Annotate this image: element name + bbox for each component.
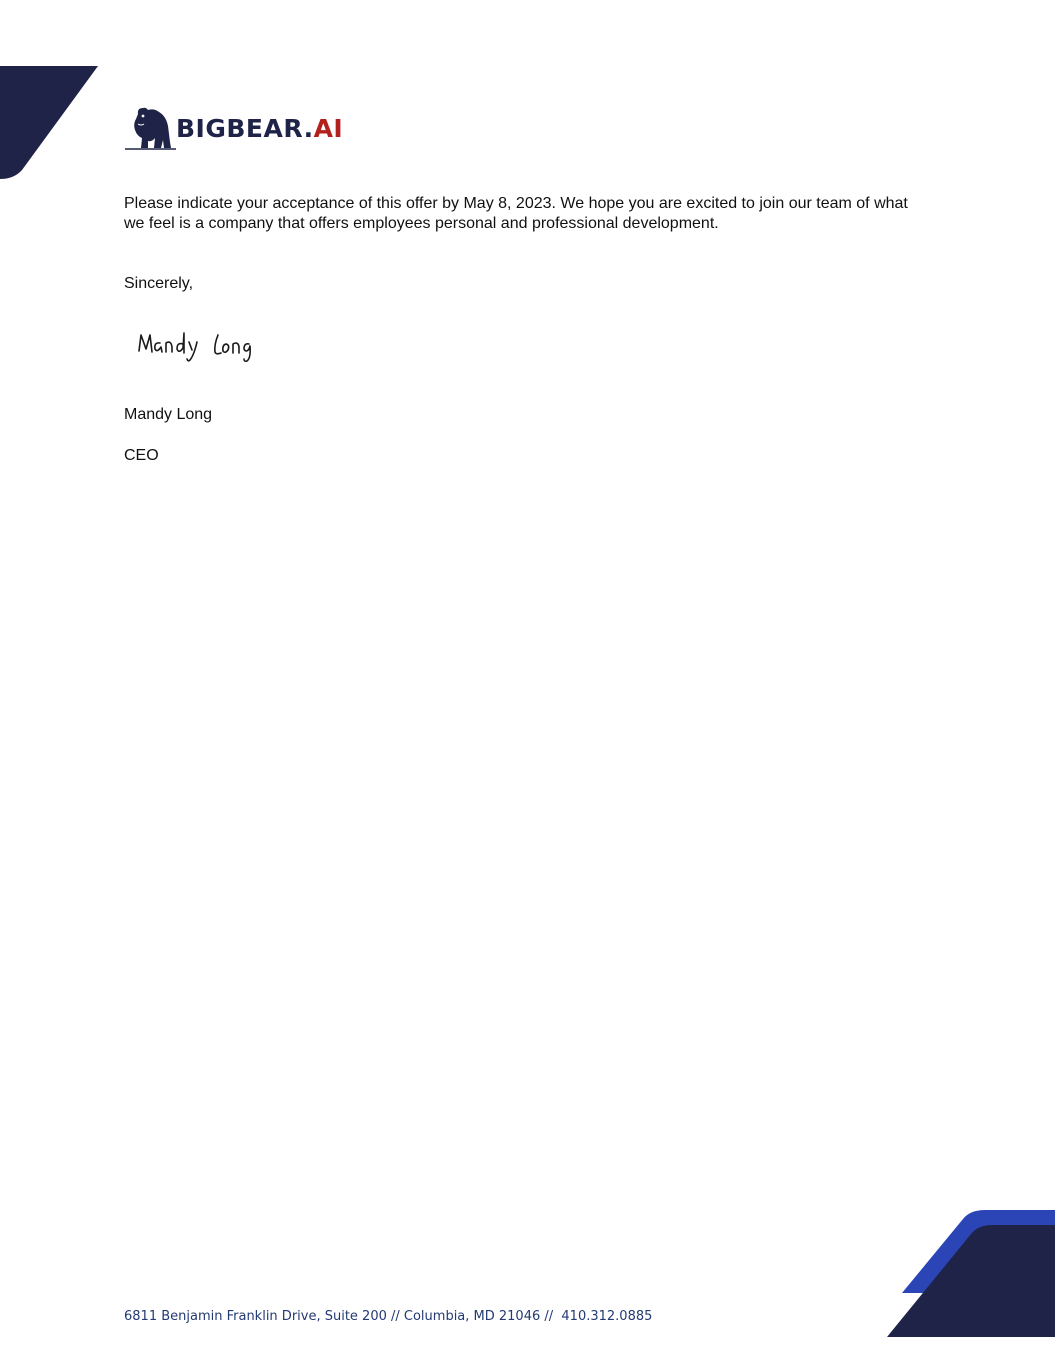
letter-closing: Sincerely, [124,275,194,292]
corner-decoration-bottom-right [885,1209,1055,1339]
signer-title: CEO [124,447,159,464]
letter-body-paragraph: Please indicate your acceptance of this offer by May 8, 2023. We hope you are excited to join our team of what we feel is a company that offers employees personal and professional development. [124,195,908,232]
brand-name: BIGBEAR. [176,114,314,143]
signer-name: Mandy Long [124,406,213,423]
footer-address: 6811 Benjamin Franklin Drive, Suite 200 // Columbia, MD 21046 // 410.312.0885 [124,1309,653,1324]
brand-wordmark [176,103,343,153]
brand-suffix: AI [313,114,344,143]
corner-decoration-top-left [0,66,100,180]
bear-icon [124,104,176,152]
company-logo [124,104,343,152]
handwritten-signature [134,325,258,365]
